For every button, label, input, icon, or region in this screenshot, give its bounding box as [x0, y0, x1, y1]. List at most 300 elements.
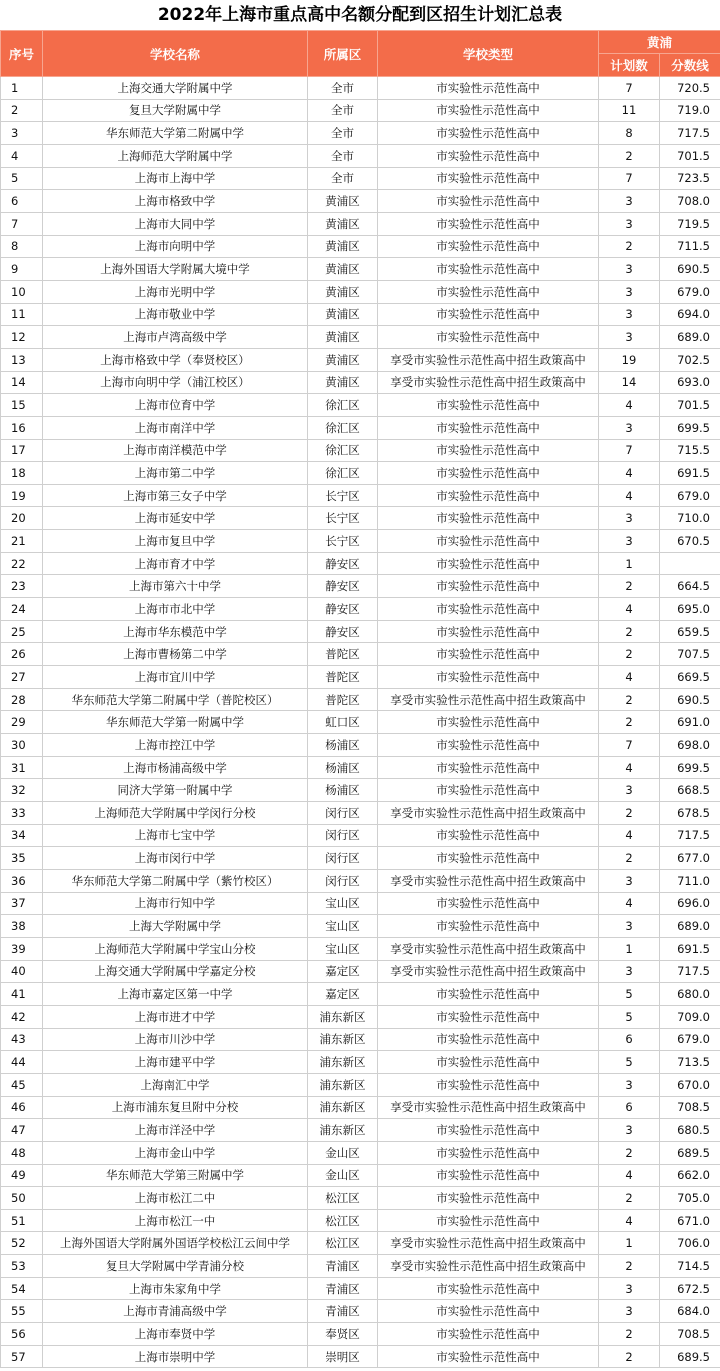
cell-district: 黄浦区	[308, 280, 378, 303]
cell-seq: 20	[1, 507, 43, 530]
cell-school-name: 上海市市北中学	[43, 598, 308, 621]
cell-school-name: 华东师范大学第二附属中学（紫竹校区）	[43, 869, 308, 892]
cell-plan-count: 5	[599, 1005, 660, 1028]
cell-seq: 52	[1, 1232, 43, 1255]
cell-school-name: 上海市向明中学	[43, 235, 308, 258]
table-row	[1, 937, 720, 960]
cell-school-type: 市实验性示范性高中	[378, 303, 599, 326]
cell-plan-count: 4	[599, 666, 660, 689]
table-row	[1, 1323, 720, 1346]
cell-plan-count: 4	[599, 756, 660, 779]
header-type: 学校类型	[378, 31, 599, 77]
cell-seq: 37	[1, 892, 43, 915]
cell-score-line: 702.5	[660, 348, 720, 371]
cell-score-line: 719.0	[660, 99, 720, 122]
cell-district: 杨浦区	[308, 756, 378, 779]
cell-score-line: 699.5	[660, 756, 720, 779]
cell-seq: 50	[1, 1187, 43, 1210]
cell-plan-count: 6	[599, 1028, 660, 1051]
cell-score-line: 670.5	[660, 530, 720, 553]
cell-school-type: 市实验性示范性高中	[378, 734, 599, 757]
cell-school-name: 上海市奉贤中学	[43, 1323, 308, 1346]
cell-plan-count: 3	[599, 530, 660, 553]
cell-school-name: 上海市行知中学	[43, 892, 308, 915]
table-row	[1, 1232, 720, 1255]
enrollment-table	[0, 30, 720, 1368]
cell-seq: 2	[1, 99, 43, 122]
table-row	[1, 1096, 720, 1119]
cell-school-type: 市实验性示范性高中	[378, 235, 599, 258]
cell-district: 黄浦区	[308, 303, 378, 326]
cell-seq: 3	[1, 122, 43, 145]
table-row	[1, 802, 720, 825]
cell-school-type: 市实验性示范性高中	[378, 144, 599, 167]
cell-school-name: 上海市嘉定区第一中学	[43, 983, 308, 1006]
table-row	[1, 1255, 720, 1278]
cell-school-type: 市实验性示范性高中	[378, 212, 599, 235]
cell-score-line: 717.5	[660, 824, 720, 847]
cell-plan-count: 2	[599, 575, 660, 598]
cell-school-name: 上海市杨浦高级中学	[43, 756, 308, 779]
cell-seq: 46	[1, 1096, 43, 1119]
cell-district: 徐汇区	[308, 394, 378, 417]
cell-score-line: 669.5	[660, 666, 720, 689]
cell-plan-count: 2	[599, 1323, 660, 1346]
table-row	[1, 1345, 720, 1368]
cell-seq: 33	[1, 802, 43, 825]
table-row	[1, 190, 720, 213]
table-row	[1, 258, 720, 281]
cell-school-type: 市实验性示范性高中	[378, 575, 599, 598]
cell-score-line: 664.5	[660, 575, 720, 598]
cell-district: 普陀区	[308, 643, 378, 666]
cell-school-name: 上海市松江一中	[43, 1209, 308, 1232]
cell-district: 闵行区	[308, 802, 378, 825]
cell-school-name: 上海市崇明中学	[43, 1345, 308, 1368]
cell-score-line: 719.5	[660, 212, 720, 235]
cell-seq: 7	[1, 212, 43, 235]
cell-seq: 8	[1, 235, 43, 258]
cell-seq: 48	[1, 1141, 43, 1164]
cell-plan-count: 4	[599, 484, 660, 507]
cell-score-line: 679.0	[660, 280, 720, 303]
cell-district: 全市	[308, 144, 378, 167]
table-row	[1, 960, 720, 983]
cell-seq: 55	[1, 1300, 43, 1323]
cell-school-name: 上海市第三女子中学	[43, 484, 308, 507]
cell-school-name: 上海市金山中学	[43, 1141, 308, 1164]
cell-school-name: 上海市卢湾高级中学	[43, 326, 308, 349]
cell-district: 杨浦区	[308, 779, 378, 802]
cell-seq: 11	[1, 303, 43, 326]
cell-school-name: 上海市敬业中学	[43, 303, 308, 326]
cell-plan-count: 4	[599, 394, 660, 417]
cell-school-name: 上海师范大学附属中学	[43, 144, 308, 167]
cell-score-line: 668.5	[660, 779, 720, 802]
cell-seq: 19	[1, 484, 43, 507]
cell-district: 杨浦区	[308, 734, 378, 757]
table-row	[1, 711, 720, 734]
cell-plan-count: 6	[599, 1096, 660, 1119]
cell-district: 静安区	[308, 575, 378, 598]
cell-score-line: 677.0	[660, 847, 720, 870]
cell-school-name: 上海市第六十中学	[43, 575, 308, 598]
cell-seq: 17	[1, 439, 43, 462]
cell-plan-count: 3	[599, 779, 660, 802]
cell-plan-count: 3	[599, 258, 660, 281]
cell-score-line: 671.0	[660, 1209, 720, 1232]
cell-plan-count: 7	[599, 439, 660, 462]
cell-district: 黄浦区	[308, 235, 378, 258]
cell-score-line: 709.0	[660, 1005, 720, 1028]
cell-score-line: 690.5	[660, 688, 720, 711]
cell-score-line: 705.0	[660, 1187, 720, 1210]
table-row	[1, 552, 720, 575]
cell-school-name: 上海市川沙中学	[43, 1028, 308, 1051]
cell-score-line: 693.0	[660, 371, 720, 394]
cell-seq: 54	[1, 1277, 43, 1300]
cell-plan-count: 2	[599, 1345, 660, 1368]
cell-school-name: 上海市光明中学	[43, 280, 308, 303]
cell-school-type: 市实验性示范性高中	[378, 507, 599, 530]
table-row	[1, 1141, 720, 1164]
cell-district: 徐汇区	[308, 462, 378, 485]
cell-score-line: 710.0	[660, 507, 720, 530]
table-body	[1, 77, 720, 1368]
cell-score-line: 717.5	[660, 122, 720, 145]
cell-school-name: 上海师范大学附属中学宝山分校	[43, 937, 308, 960]
cell-score-line: 679.0	[660, 1028, 720, 1051]
cell-school-type: 享受市实验性示范性高中招生政策高中	[378, 869, 599, 892]
cell-plan-count: 8	[599, 122, 660, 145]
table-row	[1, 530, 720, 553]
cell-seq: 21	[1, 530, 43, 553]
cell-score-line: 695.0	[660, 598, 720, 621]
cell-district: 黄浦区	[308, 371, 378, 394]
cell-district: 长宁区	[308, 507, 378, 530]
cell-district: 静安区	[308, 552, 378, 575]
table-row	[1, 869, 720, 892]
cell-school-type: 市实验性示范性高中	[378, 666, 599, 689]
table-row	[1, 507, 720, 530]
table-row	[1, 643, 720, 666]
cell-plan-count: 3	[599, 1300, 660, 1323]
cell-school-type: 市实验性示范性高中	[378, 620, 599, 643]
cell-school-name: 上海市育才中学	[43, 552, 308, 575]
table-row	[1, 1051, 720, 1074]
page-title: 2022年上海市重点高中名额分配到区招生计划汇总表	[157, 5, 563, 25]
header-seq: 序号	[1, 31, 43, 77]
cell-school-type: 市实验性示范性高中	[378, 280, 599, 303]
cell-plan-count: 1	[599, 1232, 660, 1255]
cell-score-line: 717.5	[660, 960, 720, 983]
cell-score-line: 723.5	[660, 167, 720, 190]
table-row	[1, 666, 720, 689]
table-row	[1, 144, 720, 167]
cell-plan-count: 2	[599, 643, 660, 666]
cell-plan-count: 4	[599, 1209, 660, 1232]
cell-school-type: 市实验性示范性高中	[378, 1209, 599, 1232]
cell-school-type: 市实验性示范性高中	[378, 1119, 599, 1142]
cell-plan-count: 11	[599, 99, 660, 122]
table-row	[1, 1164, 720, 1187]
cell-school-name: 上海市宜川中学	[43, 666, 308, 689]
cell-district: 黄浦区	[308, 326, 378, 349]
cell-seq: 25	[1, 620, 43, 643]
cell-score-line: 689.5	[660, 1345, 720, 1368]
cell-school-name: 上海市大同中学	[43, 212, 308, 235]
cell-score-line: 689.0	[660, 915, 720, 938]
cell-score-line: 711.0	[660, 869, 720, 892]
cell-plan-count: 2	[599, 711, 660, 734]
cell-seq: 22	[1, 552, 43, 575]
cell-school-type: 市实验性示范性高中	[378, 1300, 599, 1323]
cell-district: 嘉定区	[308, 960, 378, 983]
table-row	[1, 892, 720, 915]
cell-plan-count: 3	[599, 869, 660, 892]
cell-plan-count: 2	[599, 688, 660, 711]
cell-district: 浦东新区	[308, 1051, 378, 1074]
cell-school-name: 上海市位育中学	[43, 394, 308, 417]
cell-school-type: 市实验性示范性高中	[378, 1073, 599, 1096]
cell-score-line	[660, 552, 720, 575]
cell-district: 全市	[308, 77, 378, 100]
cell-school-type: 市实验性示范性高中	[378, 643, 599, 666]
cell-plan-count: 7	[599, 167, 660, 190]
cell-district: 金山区	[308, 1141, 378, 1164]
cell-seq: 9	[1, 258, 43, 281]
cell-district: 虹口区	[308, 711, 378, 734]
cell-school-type: 市实验性示范性高中	[378, 439, 599, 462]
cell-seq: 10	[1, 280, 43, 303]
cell-score-line: 659.5	[660, 620, 720, 643]
cell-seq: 36	[1, 869, 43, 892]
cell-school-type: 市实验性示范性高中	[378, 326, 599, 349]
cell-plan-count: 14	[599, 371, 660, 394]
cell-school-name: 上海市南洋模范中学	[43, 439, 308, 462]
table-row	[1, 688, 720, 711]
cell-seq: 26	[1, 643, 43, 666]
cell-district: 徐汇区	[308, 439, 378, 462]
cell-district: 黄浦区	[308, 212, 378, 235]
cell-school-type: 市实验性示范性高中	[378, 892, 599, 915]
cell-school-name: 上海市格致中学	[43, 190, 308, 213]
cell-school-name: 华东师范大学第三附属中学	[43, 1164, 308, 1187]
cell-seq: 44	[1, 1051, 43, 1074]
cell-school-type: 市实验性示范性高中	[378, 847, 599, 870]
table-row	[1, 1277, 720, 1300]
cell-school-type: 市实验性示范性高中	[378, 99, 599, 122]
cell-seq: 49	[1, 1164, 43, 1187]
cell-plan-count: 3	[599, 915, 660, 938]
cell-school-type: 享受市实验性示范性高中招生政策高中	[378, 960, 599, 983]
table-row	[1, 99, 720, 122]
cell-district: 崇明区	[308, 1345, 378, 1368]
cell-school-type: 市实验性示范性高中	[378, 983, 599, 1006]
cell-score-line: 662.0	[660, 1164, 720, 1187]
cell-school-type: 市实验性示范性高中	[378, 711, 599, 734]
cell-school-name: 上海市复旦中学	[43, 530, 308, 553]
cell-school-type: 市实验性示范性高中	[378, 1005, 599, 1028]
table-row	[1, 1028, 720, 1051]
cell-district: 浦东新区	[308, 1028, 378, 1051]
cell-plan-count: 7	[599, 734, 660, 757]
cell-score-line: 713.5	[660, 1051, 720, 1074]
table-row	[1, 280, 720, 303]
cell-plan-count: 2	[599, 235, 660, 258]
table-row	[1, 394, 720, 417]
cell-plan-count: 4	[599, 892, 660, 915]
cell-seq: 23	[1, 575, 43, 598]
cell-seq: 40	[1, 960, 43, 983]
table-row	[1, 847, 720, 870]
cell-plan-count: 3	[599, 303, 660, 326]
cell-seq: 35	[1, 847, 43, 870]
cell-school-type: 市实验性示范性高中	[378, 1323, 599, 1346]
cell-school-type: 市实验性示范性高中	[378, 1345, 599, 1368]
cell-district: 全市	[308, 167, 378, 190]
cell-school-name: 上海市控江中学	[43, 734, 308, 757]
cell-seq: 56	[1, 1323, 43, 1346]
cell-school-type: 市实验性示范性高中	[378, 756, 599, 779]
header-group-huangpu: 黄浦	[599, 31, 720, 54]
cell-score-line: 680.5	[660, 1119, 720, 1142]
cell-district: 黄浦区	[308, 258, 378, 281]
cell-school-type: 市实验性示范性高中	[378, 1187, 599, 1210]
cell-seq: 38	[1, 915, 43, 938]
cell-seq: 27	[1, 666, 43, 689]
cell-seq: 32	[1, 779, 43, 802]
cell-score-line: 696.0	[660, 892, 720, 915]
cell-district: 奉贤区	[308, 1323, 378, 1346]
table-row	[1, 1187, 720, 1210]
cell-school-name: 上海市建平中学	[43, 1051, 308, 1074]
cell-plan-count: 3	[599, 507, 660, 530]
cell-school-type: 市实验性示范性高中	[378, 122, 599, 145]
cell-score-line: 670.0	[660, 1073, 720, 1096]
table-row	[1, 1119, 720, 1142]
cell-school-name: 复旦大学附属中学青浦分校	[43, 1255, 308, 1278]
cell-school-name: 上海外国语大学附属外国语学校松江云间中学	[43, 1232, 308, 1255]
table-row	[1, 779, 720, 802]
cell-seq: 42	[1, 1005, 43, 1028]
cell-plan-count: 3	[599, 1119, 660, 1142]
cell-score-line: 707.5	[660, 643, 720, 666]
table-row	[1, 598, 720, 621]
table-row	[1, 416, 720, 439]
cell-plan-count: 2	[599, 802, 660, 825]
table-row	[1, 122, 720, 145]
cell-plan-count: 2	[599, 1255, 660, 1278]
cell-district: 青浦区	[308, 1255, 378, 1278]
cell-plan-count: 3	[599, 212, 660, 235]
cell-score-line: 691.5	[660, 462, 720, 485]
table-row	[1, 439, 720, 462]
cell-school-name: 上海市朱家角中学	[43, 1277, 308, 1300]
cell-seq: 34	[1, 824, 43, 847]
cell-school-type: 市实验性示范性高中	[378, 824, 599, 847]
cell-seq: 31	[1, 756, 43, 779]
table-row	[1, 620, 720, 643]
cell-score-line: 715.5	[660, 439, 720, 462]
table-row	[1, 484, 720, 507]
cell-school-type: 市实验性示范性高中	[378, 77, 599, 100]
cell-score-line: 689.0	[660, 326, 720, 349]
cell-plan-count: 2	[599, 1141, 660, 1164]
cell-score-line: 691.5	[660, 937, 720, 960]
cell-district: 宝山区	[308, 892, 378, 915]
cell-school-name: 上海外国语大学附属大境中学	[43, 258, 308, 281]
cell-school-type: 享受市实验性示范性高中招生政策高中	[378, 937, 599, 960]
cell-seq: 30	[1, 734, 43, 757]
cell-score-line: 701.5	[660, 394, 720, 417]
cell-seq: 6	[1, 190, 43, 213]
table-row	[1, 371, 720, 394]
header-plan: 计划数	[599, 54, 660, 77]
cell-score-line: 708.5	[660, 1096, 720, 1119]
cell-school-type: 市实验性示范性高中	[378, 1051, 599, 1074]
cell-seq: 4	[1, 144, 43, 167]
cell-seq: 18	[1, 462, 43, 485]
cell-district: 长宁区	[308, 484, 378, 507]
cell-school-name: 上海市延安中学	[43, 507, 308, 530]
cell-district: 浦东新区	[308, 1073, 378, 1096]
cell-district: 全市	[308, 99, 378, 122]
cell-seq: 12	[1, 326, 43, 349]
cell-school-name: 上海市南洋中学	[43, 416, 308, 439]
header-school: 学校名称	[43, 31, 308, 77]
cell-school-name: 上海市洋泾中学	[43, 1119, 308, 1142]
table-row	[1, 915, 720, 938]
cell-school-type: 市实验性示范性高中	[378, 190, 599, 213]
cell-school-name: 上海市闵行中学	[43, 847, 308, 870]
cell-school-name: 上海市华东模范中学	[43, 620, 308, 643]
header-score: 分数线	[660, 54, 720, 77]
cell-school-type: 市实验性示范性高中	[378, 1164, 599, 1187]
cell-school-type: 享受市实验性示范性高中招生政策高中	[378, 802, 599, 825]
header-district: 所属区	[308, 31, 378, 77]
cell-school-name: 上海大学附属中学	[43, 915, 308, 938]
cell-school-name: 上海市浦东复旦附中分校	[43, 1096, 308, 1119]
cell-school-type: 市实验性示范性高中	[378, 1028, 599, 1051]
cell-district: 徐汇区	[308, 416, 378, 439]
cell-score-line: 698.0	[660, 734, 720, 757]
cell-plan-count: 19	[599, 348, 660, 371]
cell-district: 松江区	[308, 1187, 378, 1210]
cell-school-type: 享受市实验性示范性高中招生政策高中	[378, 348, 599, 371]
cell-seq: 39	[1, 937, 43, 960]
cell-score-line: 708.5	[660, 1323, 720, 1346]
cell-score-line: 711.5	[660, 235, 720, 258]
cell-school-type: 市实验性示范性高中	[378, 167, 599, 190]
cell-plan-count: 7	[599, 77, 660, 100]
table-row	[1, 326, 720, 349]
cell-seq: 15	[1, 394, 43, 417]
cell-score-line: 689.5	[660, 1141, 720, 1164]
cell-school-name: 上海市上海中学	[43, 167, 308, 190]
cell-seq: 14	[1, 371, 43, 394]
cell-school-name: 上海南汇中学	[43, 1073, 308, 1096]
cell-plan-count: 3	[599, 416, 660, 439]
cell-district: 普陀区	[308, 688, 378, 711]
cell-district: 静安区	[308, 598, 378, 621]
cell-school-type: 市实验性示范性高中	[378, 484, 599, 507]
cell-school-type: 市实验性示范性高中	[378, 779, 599, 802]
cell-school-name: 上海交通大学附属中学嘉定分校	[43, 960, 308, 983]
cell-school-type: 市实验性示范性高中	[378, 552, 599, 575]
table-row	[1, 462, 720, 485]
cell-plan-count: 3	[599, 1073, 660, 1096]
